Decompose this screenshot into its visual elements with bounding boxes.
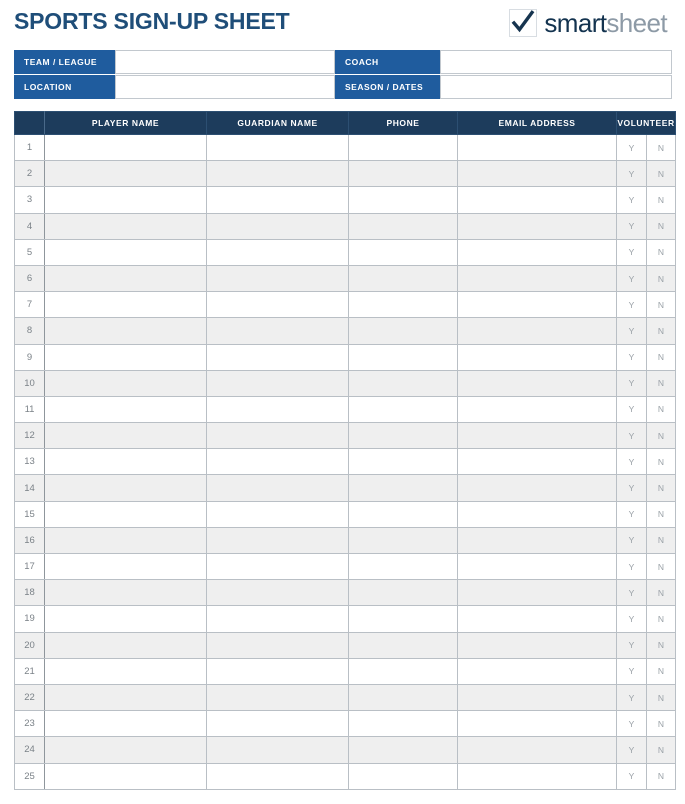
email-cell[interactable] [458,632,617,658]
phone-cell[interactable] [349,135,458,161]
volunteer-no-cell[interactable]: N [647,580,676,606]
volunteer-no-cell[interactable]: N [647,292,676,318]
signup-table [14,111,676,790]
guardian-name-cell[interactable] [207,684,349,710]
table-row [15,423,676,449]
row-number-cell: 11 [15,396,45,422]
player-name-cell[interactable] [45,370,207,396]
volunteer-yes-cell[interactable]: Y [617,684,647,710]
volunteer-no-cell[interactable]: N [647,239,676,265]
phone-cell[interactable] [349,265,458,291]
smartsheet-logo [509,6,667,40]
volunteer-no-cell[interactable]: N [647,370,676,396]
table-row [15,606,676,632]
player-name-cell[interactable] [45,161,207,187]
table-row [15,344,676,370]
table-row [15,318,676,344]
player-name-cell[interactable] [45,711,207,737]
volunteer-yes-cell[interactable]: Y [617,554,647,580]
row-number-cell: 3 [15,187,45,213]
email-cell[interactable] [458,737,617,763]
table-row [15,527,676,553]
guardian-name-cell[interactable] [207,344,349,370]
email-cell[interactable] [458,370,617,396]
volunteer-yes-cell[interactable]: Y [617,527,647,553]
phone-cell[interactable] [349,239,458,265]
email-cell[interactable] [458,554,617,580]
player-name-cell[interactable] [45,554,207,580]
player-name-cell[interactable] [45,763,207,789]
volunteer-no-cell[interactable]: N [647,396,676,422]
guardian-name-cell[interactable] [207,580,349,606]
season-dates-field[interactable] [440,75,672,99]
row-number-cell: 25 [15,763,45,789]
volunteer-no-cell[interactable]: N [647,135,676,161]
email-cell[interactable] [458,187,617,213]
row-number-cell: 17 [15,554,45,580]
player-name-cell[interactable] [45,239,207,265]
player-name-cell[interactable] [45,501,207,527]
column-header-email-address: EMAIL ADDRESS [458,112,617,135]
email-cell[interactable] [458,213,617,239]
row-number-cell: 18 [15,580,45,606]
team-league-field[interactable] [115,50,335,74]
guardian-name-cell[interactable] [207,658,349,684]
table-row [15,396,676,422]
player-name-cell[interactable] [45,684,207,710]
email-cell[interactable] [458,423,617,449]
phone-cell[interactable] [349,737,458,763]
player-name-cell[interactable] [45,580,207,606]
volunteer-yes-cell[interactable]: Y [617,711,647,737]
volunteer-yes-cell[interactable]: Y [617,318,647,344]
player-name-cell[interactable] [45,187,207,213]
email-cell[interactable] [458,475,617,501]
column-header-volunteer: VOLUNTEER [617,112,676,135]
table-row [15,501,676,527]
volunteer-no-cell[interactable]: N [647,684,676,710]
row-number-cell: 9 [15,344,45,370]
email-cell[interactable] [458,344,617,370]
smartsheet-wordmark [544,10,667,36]
phone-cell[interactable] [349,501,458,527]
volunteer-yes-cell[interactable]: Y [617,632,647,658]
email-cell[interactable] [458,239,617,265]
guardian-name-cell[interactable] [207,711,349,737]
coach-label: COACH [335,50,440,74]
row-number-cell: 16 [15,527,45,553]
location-label: LOCATION [14,75,115,99]
table-header-row [15,112,676,135]
row-number-cell: 2 [15,161,45,187]
phone-cell[interactable] [349,658,458,684]
guardian-name-cell[interactable] [207,135,349,161]
email-cell[interactable] [458,527,617,553]
row-number-cell: 10 [15,370,45,396]
volunteer-no-cell[interactable]: N [647,737,676,763]
player-name-cell[interactable] [45,527,207,553]
row-number-cell: 24 [15,737,45,763]
volunteer-no-cell[interactable]: N [647,527,676,553]
email-cell[interactable] [458,658,617,684]
info-row-1 [14,50,672,74]
email-cell[interactable] [458,711,617,737]
phone-cell[interactable] [349,423,458,449]
volunteer-yes-cell[interactable]: Y [617,344,647,370]
table-row [15,763,676,789]
row-number-cell: 4 [15,213,45,239]
guardian-name-cell[interactable] [207,475,349,501]
phone-cell[interactable] [349,318,458,344]
row-number-cell: 8 [15,318,45,344]
guardian-name-cell[interactable] [207,187,349,213]
guardian-name-cell[interactable] [207,396,349,422]
volunteer-yes-cell[interactable]: Y [617,449,647,475]
email-cell[interactable] [458,763,617,789]
row-number-cell: 12 [15,423,45,449]
volunteer-no-cell[interactable]: N [647,658,676,684]
volunteer-no-cell[interactable]: N [647,213,676,239]
player-name-cell[interactable] [45,606,207,632]
player-name-cell[interactable] [45,632,207,658]
table-head [15,112,676,135]
phone-cell[interactable] [349,187,458,213]
coach-field[interactable] [440,50,672,74]
player-name-cell[interactable] [45,737,207,763]
phone-cell[interactable] [349,606,458,632]
phone-cell[interactable] [349,763,458,789]
volunteer-yes-cell[interactable]: Y [617,213,647,239]
phone-cell[interactable] [349,344,458,370]
phone-cell[interactable] [349,684,458,710]
volunteer-yes-cell[interactable]: Y [617,580,647,606]
table-row [15,737,676,763]
volunteer-yes-cell[interactable]: Y [617,370,647,396]
volunteer-no-cell[interactable]: N [647,501,676,527]
email-cell[interactable] [458,161,617,187]
guardian-name-cell[interactable] [207,370,349,396]
volunteer-no-cell[interactable]: N [647,423,676,449]
guardian-name-cell[interactable] [207,554,349,580]
row-number-cell: 20 [15,632,45,658]
table-row [15,475,676,501]
logo-word-smart: smart [544,8,607,38]
info-row-2 [14,75,672,99]
location-field[interactable] [115,75,335,99]
table-row [15,658,676,684]
volunteer-no-cell[interactable]: N [647,318,676,344]
email-cell[interactable] [458,501,617,527]
guardian-name-cell[interactable] [207,501,349,527]
guardian-name-cell[interactable] [207,632,349,658]
season-dates-label: SEASON / DATES [335,75,440,99]
volunteer-yes-cell[interactable]: Y [617,475,647,501]
guardian-name-cell[interactable] [207,763,349,789]
guardian-name-cell[interactable] [207,737,349,763]
volunteer-no-cell[interactable]: N [647,265,676,291]
column-header-row-number [15,112,45,135]
volunteer-yes-cell[interactable]: Y [617,501,647,527]
player-name-cell[interactable] [45,213,207,239]
player-name-cell[interactable] [45,292,207,318]
phone-cell[interactable] [349,161,458,187]
volunteer-no-cell[interactable]: N [647,711,676,737]
email-cell[interactable] [458,265,617,291]
volunteer-yes-cell[interactable]: Y [617,161,647,187]
page-title: SPORTS SIGN-UP SHEET [14,8,290,34]
player-name-cell[interactable] [45,265,207,291]
row-number-cell: 22 [15,684,45,710]
player-name-cell[interactable] [45,423,207,449]
volunteer-no-cell[interactable]: N [647,449,676,475]
column-header-phone: PHONE [349,112,458,135]
table-row [15,449,676,475]
guardian-name-cell[interactable] [207,292,349,318]
phone-cell[interactable] [349,370,458,396]
volunteer-yes-cell[interactable]: Y [617,292,647,318]
guardian-name-cell[interactable] [207,318,349,344]
phone-cell[interactable] [349,554,458,580]
row-number-cell: 1 [15,135,45,161]
volunteer-yes-cell[interactable]: Y [617,265,647,291]
volunteer-yes-cell[interactable]: Y [617,763,647,789]
volunteer-no-cell[interactable]: N [647,344,676,370]
table-row [15,187,676,213]
table-row [15,213,676,239]
row-number-cell: 13 [15,449,45,475]
volunteer-yes-cell[interactable]: Y [617,606,647,632]
guardian-name-cell[interactable] [207,423,349,449]
phone-cell[interactable] [349,449,458,475]
guardian-name-cell[interactable] [207,213,349,239]
phone-cell[interactable] [349,632,458,658]
row-number-cell: 14 [15,475,45,501]
row-number-cell: 15 [15,501,45,527]
guardian-name-cell[interactable] [207,606,349,632]
volunteer-no-cell[interactable]: N [647,554,676,580]
player-name-cell[interactable] [45,318,207,344]
phone-cell[interactable] [349,527,458,553]
table-row [15,239,676,265]
row-number-cell: 6 [15,265,45,291]
signup-table-container [14,111,675,790]
table-body [15,135,676,790]
volunteer-yes-cell[interactable]: Y [617,658,647,684]
table-row [15,161,676,187]
guardian-name-cell[interactable] [207,265,349,291]
table-row [15,135,676,161]
row-number-cell: 23 [15,711,45,737]
row-number-cell: 7 [15,292,45,318]
email-cell[interactable] [458,135,617,161]
table-row [15,554,676,580]
phone-cell[interactable] [349,475,458,501]
volunteer-yes-cell[interactable]: Y [617,737,647,763]
volunteer-no-cell[interactable]: N [647,606,676,632]
volunteer-yes-cell[interactable]: Y [617,396,647,422]
volunteer-yes-cell[interactable]: Y [617,187,647,213]
volunteer-yes-cell[interactable]: Y [617,135,647,161]
volunteer-no-cell[interactable]: N [647,763,676,789]
email-cell[interactable] [458,606,617,632]
email-cell[interactable] [458,292,617,318]
email-cell[interactable] [458,580,617,606]
phone-cell[interactable] [349,396,458,422]
email-cell[interactable] [458,396,617,422]
player-name-cell[interactable] [45,475,207,501]
email-cell[interactable] [458,318,617,344]
player-name-cell[interactable] [45,449,207,475]
guardian-name-cell[interactable] [207,239,349,265]
player-name-cell[interactable] [45,658,207,684]
player-name-cell[interactable] [45,396,207,422]
page-header [0,0,685,48]
volunteer-no-cell[interactable]: N [647,161,676,187]
email-cell[interactable] [458,684,617,710]
volunteer-no-cell[interactable]: N [647,632,676,658]
phone-cell[interactable] [349,580,458,606]
guardian-name-cell[interactable] [207,449,349,475]
logo-word-sheet: sheet [606,8,667,38]
email-cell[interactable] [458,449,617,475]
table-row [15,265,676,291]
volunteer-no-cell[interactable]: N [647,475,676,501]
volunteer-yes-cell[interactable]: Y [617,423,647,449]
guardian-name-cell[interactable] [207,161,349,187]
guardian-name-cell[interactable] [207,527,349,553]
row-number-cell: 21 [15,658,45,684]
table-row [15,292,676,318]
volunteer-yes-cell[interactable]: Y [617,239,647,265]
phone-cell[interactable] [349,292,458,318]
phone-cell[interactable] [349,711,458,737]
row-number-cell: 5 [15,239,45,265]
checkmark-icon [509,9,537,37]
table-row [15,370,676,396]
player-name-cell[interactable] [45,135,207,161]
table-row [15,580,676,606]
phone-cell[interactable] [349,213,458,239]
info-block [14,50,672,100]
table-row [15,711,676,737]
row-number-cell: 19 [15,606,45,632]
table-row [15,632,676,658]
team-league-label: TEAM / LEAGUE [14,50,115,74]
column-header-player-name: PLAYER NAME [45,112,207,135]
table-row [15,684,676,710]
player-name-cell[interactable] [45,344,207,370]
volunteer-no-cell[interactable]: N [647,187,676,213]
column-header-guardian-name: GUARDIAN NAME [207,112,349,135]
